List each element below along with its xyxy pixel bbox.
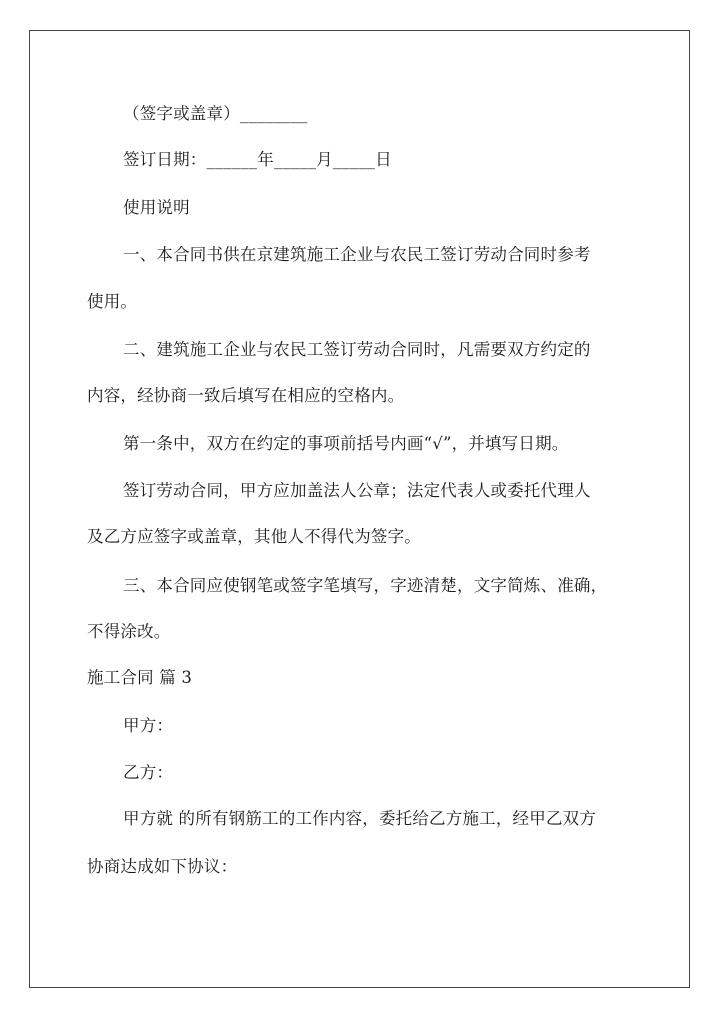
note-2-line-1: 二、建筑施工企业与农民工签订劳动合同时，凡需要双方约定的 — [123, 340, 591, 359]
signing-date-line: 签订日期：______年_____月_____日 — [123, 150, 392, 169]
note-2-paragraph-2: 第一条中，双方在约定的事项前括号内画“√”，并填写日期。 — [123, 434, 569, 453]
note-1-line-2: 使用。 — [87, 292, 138, 311]
party-b-line: 乙方： — [123, 763, 174, 782]
signature-line: （签字或盖章）________ — [123, 104, 308, 123]
note-2-line-2: 内容，经协商一致后填写在相应的空格内。 — [87, 386, 405, 405]
note-3-line-1: 三、本合同应使钢笔或签字笔填写，字迹清楚，文字简炼、准确， — [123, 576, 608, 595]
page-frame — [29, 30, 690, 988]
usage-notes-heading: 使用说明 — [123, 198, 190, 217]
note-3-line-2: 不得涂改。 — [87, 622, 171, 641]
agreement-intro-line-1: 甲方就 的所有钢筋工的工作内容，委托给乙方施工，经甲乙双方 — [123, 809, 597, 828]
agreement-intro-line-2: 协商达成如下协议： — [87, 857, 238, 876]
section-heading: 施工合同 篇 3 — [87, 668, 193, 687]
note-2-paragraph-3-line-2: 及乙方应签字或盖章，其他人不得代为签字。 — [87, 527, 421, 546]
note-2-paragraph-3-line-1: 签订劳动合同，甲方应加盖法人公章；法定代表人或委托代理人 — [123, 481, 591, 500]
party-a-line: 甲方： — [123, 716, 174, 735]
note-1-line-1: 一、本合同书供在京建筑施工企业与农民工签订劳动合同时参考 — [123, 245, 591, 264]
